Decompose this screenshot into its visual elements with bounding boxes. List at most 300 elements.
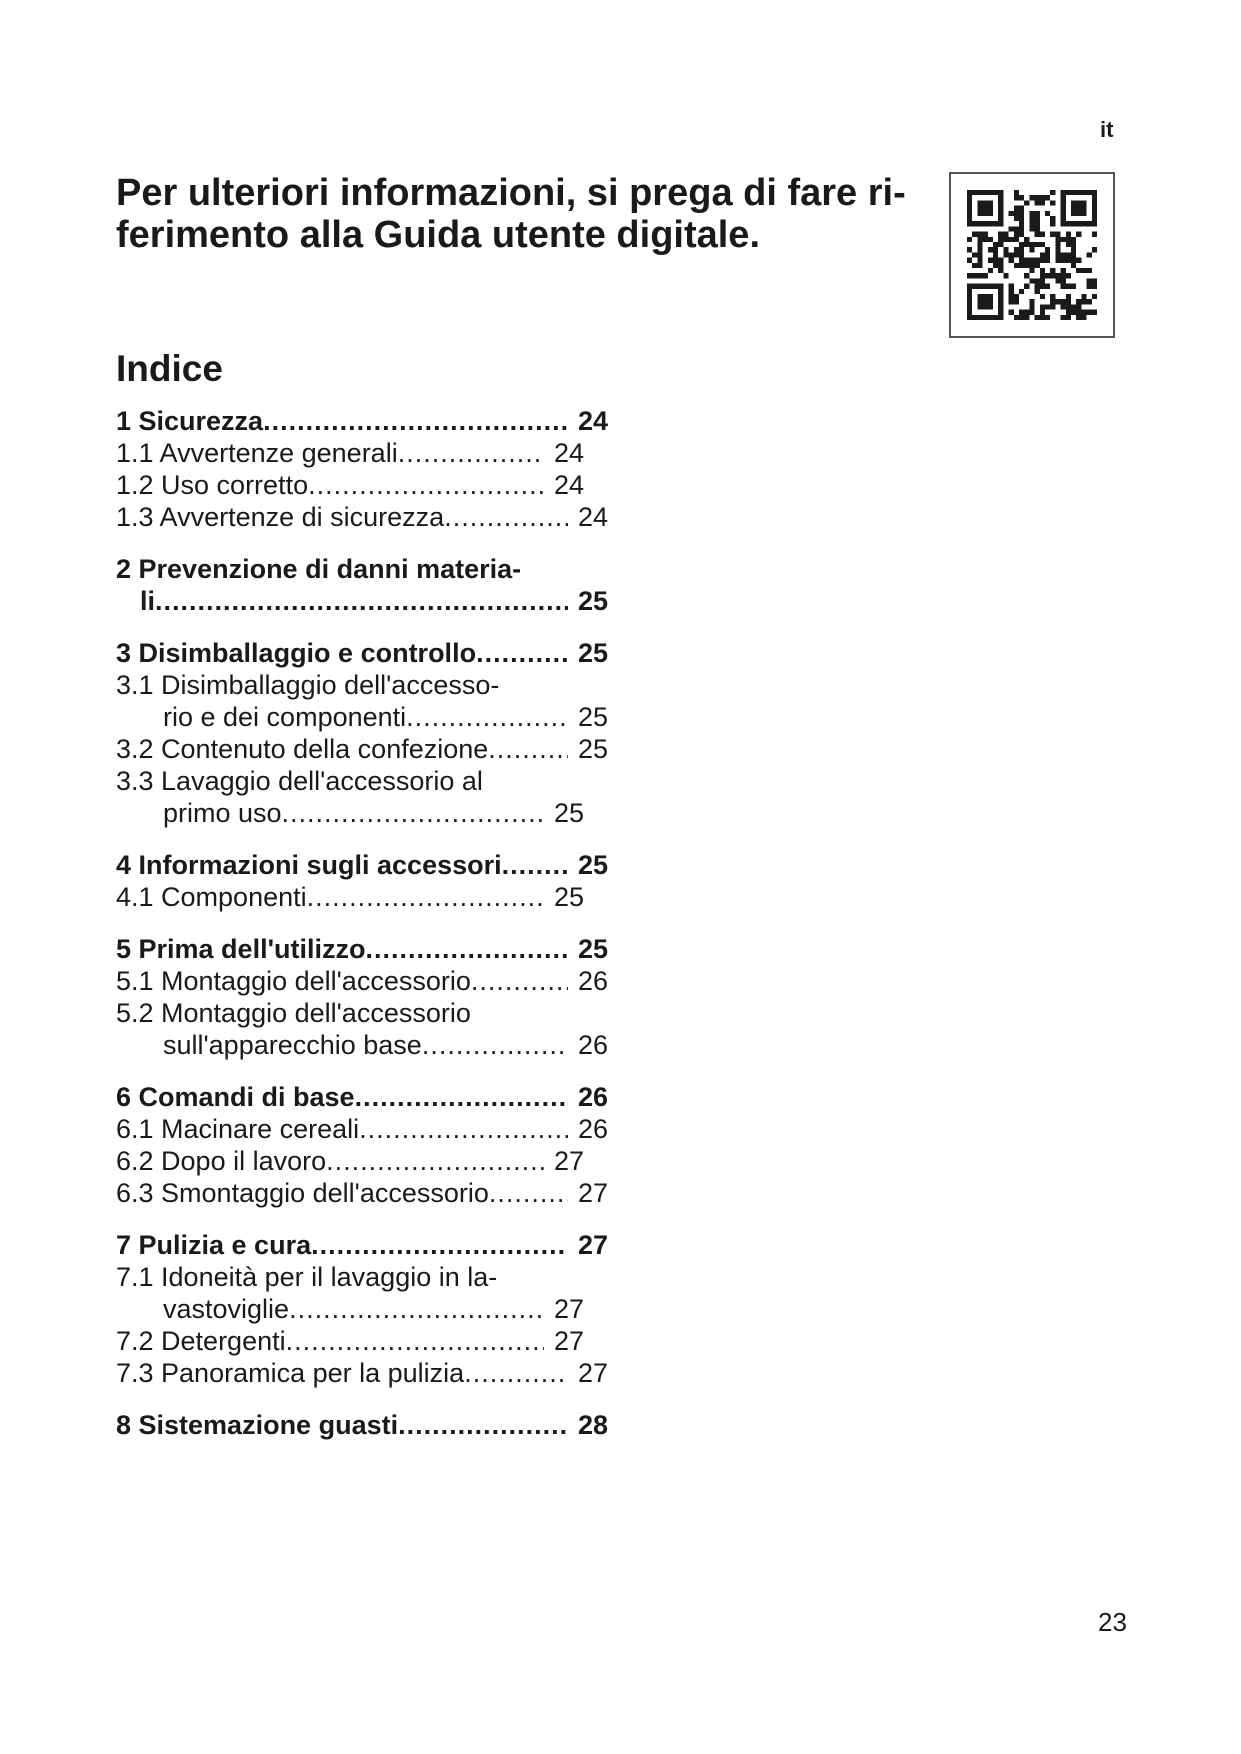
qr-module	[1061, 221, 1066, 226]
toc-subentry-line2[interactable]	[116, 1029, 608, 1061]
toc-entry-prima-utilizzo[interactable]	[116, 933, 608, 965]
qr-module	[1045, 247, 1050, 252]
qr-module	[1061, 200, 1066, 205]
qr-module	[1071, 190, 1076, 195]
qr-module	[1009, 211, 1014, 216]
qr-module	[967, 273, 972, 278]
qr-module	[998, 289, 1003, 294]
toc-page-number: 26	[577, 1114, 608, 1144]
qr-module	[998, 304, 1003, 309]
toc-page-number: 25	[577, 702, 608, 732]
toc-subentry-title: 6.1 Macinare cereali	[116, 1114, 360, 1144]
qr-module	[993, 258, 998, 263]
qr-module	[1092, 284, 1097, 289]
dot-leader	[286, 1325, 544, 1357]
qr-module	[972, 284, 977, 289]
toc-subentry[interactable]	[116, 469, 608, 501]
qr-module	[1055, 258, 1060, 263]
qr-module	[998, 232, 1003, 237]
qr-module	[1066, 237, 1071, 242]
toc-subentry-title: 7.3 Panoramica per la pulizia	[116, 1358, 465, 1388]
qr-module	[1076, 211, 1081, 216]
qr-module	[1040, 278, 1045, 283]
qr-module	[967, 247, 972, 252]
qr-module	[1029, 242, 1034, 247]
qr-module	[1029, 299, 1034, 304]
qr-module	[1081, 299, 1086, 304]
qr-module	[983, 221, 988, 226]
qr-module	[1014, 237, 1019, 242]
toc-entry-sicurezza[interactable]	[116, 405, 608, 437]
qr-module	[1055, 242, 1060, 247]
qr-module	[1055, 278, 1060, 283]
qr-module	[1040, 200, 1045, 205]
qr-module	[967, 310, 972, 315]
heading-line: Per ulteriori informazioni, si prega di fare ri-	[116, 172, 906, 214]
toc-subentry[interactable]	[116, 1177, 608, 1209]
toc-subentry-line1[interactable]	[116, 1261, 608, 1293]
qr-module	[1050, 273, 1055, 278]
qr-module	[988, 211, 993, 216]
toc-subentry[interactable]	[116, 733, 608, 765]
qr-module	[1035, 221, 1040, 226]
qr-module	[1055, 273, 1060, 278]
dot-leader	[489, 1177, 568, 1209]
qr-module	[1035, 232, 1040, 237]
toc-entry-title: 7 Pulizia e cura	[116, 1230, 312, 1260]
toc-subentry-line1[interactable]	[116, 997, 608, 1029]
heading-line: ferimento alla Guida utente digitale.	[116, 214, 760, 256]
qr-module	[1035, 200, 1040, 205]
qr-module	[993, 221, 998, 226]
qr-module	[1061, 284, 1066, 289]
toc-subentry-line2[interactable]	[116, 1293, 608, 1325]
toc-subentry-title: 1.1 Avvertenze generali	[116, 438, 398, 468]
qr-module	[967, 258, 972, 263]
qr-module	[1035, 226, 1040, 231]
toc-entry-comandi-base[interactable]	[116, 1081, 608, 1113]
toc-entry-title: 6 Comandi di base	[116, 1082, 355, 1112]
qr-module	[998, 242, 1003, 247]
qr-module	[1092, 195, 1097, 200]
qr-module	[1055, 247, 1060, 252]
toc-page-number: 27	[553, 1146, 584, 1176]
qr-module	[1014, 211, 1019, 216]
qr-module	[1092, 200, 1097, 205]
qr-module	[1050, 304, 1055, 309]
qr-module	[1071, 252, 1076, 257]
qr-module	[1087, 268, 1092, 273]
qr-module	[1019, 242, 1024, 247]
qr-module	[1019, 226, 1024, 231]
qr-module	[1076, 232, 1081, 237]
toc-subentry[interactable]	[116, 1325, 608, 1357]
qr-module	[1055, 232, 1060, 237]
qr-module	[1040, 315, 1045, 320]
qr-module	[1003, 232, 1008, 237]
qr-module	[1061, 216, 1066, 221]
toc-entry-sistemazione-guasti[interactable]	[116, 1409, 608, 1441]
qr-module	[993, 263, 998, 268]
qr-module	[1076, 304, 1081, 309]
qr-module	[1092, 216, 1097, 221]
qr-module	[977, 190, 982, 195]
qr-module	[1066, 310, 1071, 315]
toc-section-4	[116, 849, 608, 913]
toc-page-number: 26	[577, 1082, 608, 1112]
qr-module	[1045, 258, 1050, 263]
toc-entry-title: li	[140, 586, 156, 616]
qr-module	[1050, 221, 1055, 226]
qr-module	[1014, 247, 1019, 252]
qr-module	[988, 200, 993, 205]
qr-module	[1061, 252, 1066, 257]
toc-page-number: 27	[553, 1326, 584, 1356]
dot-leader	[398, 437, 544, 469]
qr-module	[1076, 310, 1081, 315]
qr-module	[1009, 310, 1014, 315]
qr-module	[1071, 304, 1076, 309]
qr-module	[988, 190, 993, 195]
qr-module	[988, 299, 993, 304]
dot-leader	[289, 1293, 544, 1325]
qr-code-icon	[967, 190, 1097, 320]
qr-module	[1061, 278, 1066, 283]
qr-module	[998, 284, 1003, 289]
qr-module	[1009, 252, 1014, 257]
qr-module	[983, 284, 988, 289]
toc-section-2	[116, 553, 608, 617]
toc-page-number: 25	[577, 934, 608, 964]
qr-module	[1092, 278, 1097, 283]
qr-module	[1035, 284, 1040, 289]
digital-guide-heading	[116, 172, 936, 256]
qr-module	[1071, 206, 1076, 211]
qr-module	[1035, 278, 1040, 283]
qr-module	[1009, 299, 1014, 304]
qr-module	[1014, 299, 1019, 304]
qr-module	[1081, 206, 1086, 211]
qr-module	[1066, 299, 1071, 304]
toc-section-7	[116, 1229, 608, 1389]
toc-subentry[interactable]	[116, 1113, 608, 1145]
qr-module	[1087, 190, 1092, 195]
qr-module	[1081, 294, 1086, 299]
qr-module	[1045, 273, 1050, 278]
qr-module	[1029, 195, 1034, 200]
qr-module	[1055, 299, 1060, 304]
qr-module	[977, 237, 982, 242]
qr-module	[967, 200, 972, 205]
qr-module	[993, 315, 998, 320]
qr-module	[1061, 195, 1066, 200]
qr-module	[1029, 226, 1034, 231]
qr-module	[1081, 190, 1086, 195]
qr-module	[1019, 221, 1024, 226]
toc-subentry-title: 5.2 Montaggio dell'accessorio	[116, 998, 471, 1028]
qr-module	[998, 190, 1003, 195]
qr-module	[998, 263, 1003, 268]
qr-module	[998, 299, 1003, 304]
toc-subentry-title: sull'apparecchio base	[163, 1030, 422, 1060]
dot-leader	[502, 849, 568, 881]
qr-module	[1087, 221, 1092, 226]
toc-subentry-line1[interactable]	[116, 765, 608, 797]
toc-entry-informazioni-accessori[interactable]	[116, 849, 608, 881]
qr-module	[1087, 284, 1092, 289]
language-tag: it	[1100, 117, 1114, 142]
qr-module	[1087, 299, 1092, 304]
qr-module	[1040, 258, 1045, 263]
qr-module	[1066, 258, 1071, 263]
qr-module	[1014, 226, 1019, 231]
qr-module	[1081, 268, 1086, 273]
qr-module	[967, 206, 972, 211]
qr-module	[1029, 216, 1034, 221]
toc-page-number: 26	[577, 1030, 608, 1060]
qr-module	[1019, 247, 1024, 252]
qr-module	[1061, 273, 1066, 278]
qr-module	[998, 200, 1003, 205]
qr-module	[998, 315, 1003, 320]
toc-subentry-title: 7.2 Detergenti	[116, 1326, 286, 1356]
toc-subentry[interactable]	[116, 1145, 608, 1177]
dot-leader	[464, 1357, 568, 1389]
qr-module	[1092, 232, 1097, 237]
qr-module	[1029, 304, 1034, 309]
index-title: Indice	[116, 348, 223, 389]
qr-module	[993, 190, 998, 195]
toc-subentry[interactable]	[116, 1357, 608, 1389]
toc-section-5	[116, 933, 608, 1061]
qr-module	[988, 315, 993, 320]
toc-subentry[interactable]	[116, 501, 608, 533]
qr-module	[1050, 216, 1055, 221]
dot-leader	[488, 733, 568, 765]
qr-module	[998, 221, 1003, 226]
qr-module	[1035, 263, 1040, 268]
qr-module	[988, 294, 993, 299]
qr-module	[967, 315, 972, 320]
qr-module	[998, 310, 1003, 315]
qr-module	[1035, 315, 1040, 320]
dot-leader	[308, 469, 544, 501]
qr-module	[1035, 258, 1040, 263]
toc-section-8	[116, 1409, 608, 1441]
toc-section-1	[116, 405, 608, 533]
qr-module	[988, 206, 993, 211]
qr-module	[1087, 278, 1092, 283]
dot-leader	[406, 701, 568, 733]
qr-module	[1045, 304, 1050, 309]
toc-subentry-line1[interactable]	[116, 669, 608, 701]
qr-module	[983, 190, 988, 195]
qr-module	[967, 289, 972, 294]
qr-module	[1019, 310, 1024, 315]
toc-entry-pulizia-cura[interactable]	[116, 1229, 608, 1261]
qr-module	[972, 273, 977, 278]
dot-leader	[263, 405, 568, 437]
qr-module	[1076, 200, 1081, 205]
qr-module	[1019, 211, 1024, 216]
qr-module	[967, 294, 972, 299]
qr-module	[1035, 216, 1040, 221]
qr-module	[1050, 200, 1055, 205]
qr-module	[1014, 294, 1019, 299]
dot-leader	[155, 585, 568, 617]
qr-module	[1029, 278, 1034, 283]
qr-module	[967, 237, 972, 242]
qr-module	[983, 294, 988, 299]
qr-module	[1050, 294, 1055, 299]
qr-module	[1081, 211, 1086, 216]
qr-module	[1066, 221, 1071, 226]
qr-module	[1035, 289, 1040, 294]
qr-module	[1019, 252, 1024, 257]
toc-subentry-title: 3.1 Disimballaggio dell'accesso-	[116, 670, 500, 700]
toc-entry-prevenzione-line1[interactable]	[116, 553, 608, 585]
qr-module	[977, 315, 982, 320]
qr-module	[1035, 195, 1040, 200]
dot-leader	[359, 1113, 568, 1145]
qr-module	[1029, 263, 1034, 268]
qr-module	[1040, 252, 1045, 257]
qr-module	[972, 252, 977, 257]
toc-page-number: 27	[577, 1230, 608, 1260]
dot-leader	[282, 797, 544, 829]
qr-module	[967, 304, 972, 309]
qr-module	[993, 247, 998, 252]
qr-module	[1019, 232, 1024, 237]
toc-subentry-title: 5.1 Montaggio dell'accessorio	[116, 966, 471, 996]
qr-module	[977, 252, 982, 257]
qr-module	[983, 304, 988, 309]
qr-module	[972, 263, 977, 268]
qr-module	[1071, 237, 1076, 242]
toc-subentry-title: 6.3 Smontaggio dell'accessorio	[116, 1178, 489, 1208]
qr-module	[977, 284, 982, 289]
qr-module	[998, 195, 1003, 200]
qr-module	[1061, 211, 1066, 216]
qr-module	[977, 200, 982, 205]
qr-module	[1019, 206, 1024, 211]
toc-subentry-title: 3.2 Contenuto della confezione	[116, 734, 489, 764]
qr-module	[983, 273, 988, 278]
qr-module	[1024, 242, 1029, 247]
toc-entry-title: 5 Prima dell'utilizzo	[116, 934, 366, 964]
qr-module	[1014, 232, 1019, 237]
toc-subentry-line2[interactable]	[116, 701, 608, 733]
toc-entry-title: 3 Disimballaggio e controllo	[116, 638, 477, 668]
toc-page-number: 26	[577, 966, 608, 996]
qr-module	[1019, 195, 1024, 200]
toc-page-number: 25	[553, 798, 584, 828]
qr-module	[988, 284, 993, 289]
qr-module	[1029, 258, 1034, 263]
qr-module	[1066, 315, 1071, 320]
qr-module	[993, 242, 998, 247]
qr-module	[1076, 221, 1081, 226]
qr-module	[988, 247, 993, 252]
qr-module	[967, 299, 972, 304]
qr-module	[1003, 247, 1008, 252]
toc-subentry-line2[interactable]	[116, 797, 608, 829]
qr-module	[1014, 190, 1019, 195]
toc-page-number: 25	[577, 586, 608, 616]
dot-leader	[398, 1409, 568, 1441]
toc-entry-disimballaggio[interactable]	[116, 637, 608, 669]
qr-module	[1024, 315, 1029, 320]
dot-leader	[326, 1145, 544, 1177]
qr-module	[977, 211, 982, 216]
qr-module	[983, 299, 988, 304]
toc-subentry[interactable]	[116, 437, 608, 469]
qr-module	[983, 200, 988, 205]
qr-module	[977, 294, 982, 299]
dot-leader	[355, 1081, 568, 1113]
qr-module	[977, 273, 982, 278]
toc-entry-title: 4 Informazioni sugli accessori	[116, 850, 502, 880]
qr-module	[1071, 247, 1076, 252]
qr-module	[1009, 289, 1014, 294]
toc-page-number: 24	[553, 470, 584, 500]
qr-module	[1081, 221, 1086, 226]
toc-page-number: 25	[577, 638, 608, 668]
qr-code	[949, 172, 1115, 338]
qr-module	[977, 247, 982, 252]
qr-module	[1009, 226, 1014, 231]
qr-module	[1009, 294, 1014, 299]
qr-module	[988, 237, 993, 242]
qr-module	[983, 206, 988, 211]
qr-module	[1055, 237, 1060, 242]
toc-entry-title: 8 Sistemazione guasti	[116, 1410, 399, 1440]
qr-module	[1045, 315, 1050, 320]
qr-module	[1014, 216, 1019, 221]
toc-subentry[interactable]	[116, 965, 608, 997]
qr-module	[1014, 206, 1019, 211]
qr-module	[1024, 310, 1029, 315]
qr-module	[1061, 237, 1066, 242]
toc-entry-prevenzione-line2[interactable]	[116, 585, 608, 617]
qr-module	[1061, 299, 1066, 304]
qr-module	[1040, 304, 1045, 309]
qr-module	[1050, 268, 1055, 273]
qr-module	[1024, 237, 1029, 242]
toc-page-number: 27	[553, 1294, 584, 1324]
dot-leader	[311, 1229, 568, 1261]
dot-leader	[444, 501, 568, 533]
qr-module	[998, 206, 1003, 211]
toc-subentry-title: vastoviglie	[163, 1294, 290, 1324]
toc-subentry[interactable]	[116, 881, 608, 913]
qr-module	[993, 252, 998, 257]
qr-module	[1076, 299, 1081, 304]
qr-module	[967, 284, 972, 289]
qr-module	[1040, 232, 1045, 237]
qr-module	[1061, 268, 1066, 273]
qr-module	[1066, 232, 1071, 237]
qr-module	[972, 221, 977, 226]
toc-subentry-title: 3.3 Lavaggio dell'accessorio al	[116, 766, 483, 796]
qr-module	[1050, 299, 1055, 304]
toc-page-number: 24	[577, 406, 608, 436]
dot-leader	[471, 965, 568, 997]
qr-module	[1014, 263, 1019, 268]
dot-leader	[365, 933, 567, 965]
qr-module	[1009, 284, 1014, 289]
qr-module	[998, 237, 1003, 242]
